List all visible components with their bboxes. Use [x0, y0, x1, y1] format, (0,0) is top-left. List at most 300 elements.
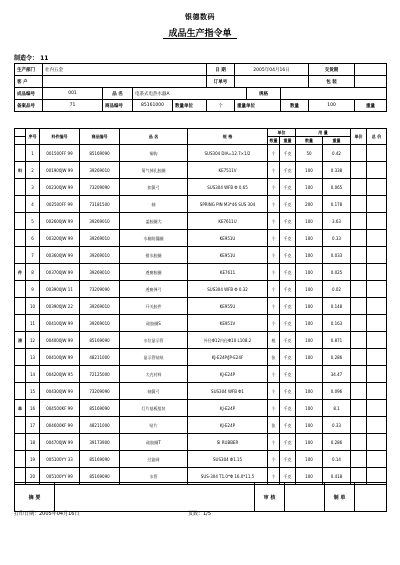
table-row	[15, 400, 387, 417]
row-goods-no: 85169090	[80, 145, 120, 162]
row-goods-no: 73209090	[80, 383, 120, 400]
qty-unit-value: 个	[207, 100, 235, 112]
row-material-no: 005100YY 99	[40, 468, 80, 485]
table-row	[15, 145, 387, 162]
table-row	[15, 230, 387, 247]
table-row	[15, 179, 387, 196]
row-unit-weight: 千克	[280, 162, 296, 179]
row-material-no: 004600KF 99	[40, 417, 80, 434]
row-unit-weight: 千克	[280, 298, 296, 315]
row-name: 扣簧弓	[120, 179, 188, 196]
col-usage-qty: 数量	[296, 137, 323, 145]
row-name: 水位显示管	[120, 332, 188, 349]
row-usage-qty: 100	[296, 264, 323, 281]
row-name: 排水胶圈	[120, 247, 188, 264]
row-price	[351, 281, 367, 298]
row-usage-qty	[296, 366, 323, 383]
side-label: 件	[15, 264, 26, 281]
table-row	[15, 196, 387, 213]
product-no-value: 001	[43, 88, 103, 100]
row-name: 硅胶圈T	[120, 434, 188, 451]
row-unit-weight: 千克	[280, 332, 296, 349]
side-cell	[15, 366, 26, 383]
footer-table	[14, 482, 387, 512]
row-material-no: 001900JW 99	[40, 162, 80, 179]
row-unit-weight: 千克	[280, 417, 296, 434]
row-seq: 3	[26, 179, 40, 196]
table-row	[15, 451, 387, 468]
row-price	[351, 451, 367, 468]
row-unit-weight: 千克	[280, 468, 296, 485]
row-name: 轴	[120, 196, 188, 213]
row-spec: KE7511V	[188, 162, 268, 179]
row-usage-qty: 100	[296, 213, 323, 230]
table-row	[15, 366, 387, 383]
row-spec: KJ-E24P	[188, 366, 268, 383]
row-unit-qty: 个	[268, 315, 280, 332]
row-total	[367, 264, 387, 281]
row-goods-no: 85169090	[80, 400, 120, 417]
row-name: 大壳衬料	[120, 366, 188, 383]
row-spec: KJ-E24P	[188, 417, 268, 434]
row-total	[367, 332, 387, 349]
row-name: 轴簧弓	[120, 383, 188, 400]
qty-value: 100	[309, 100, 355, 112]
row-goods-no: 73209090	[80, 281, 120, 298]
row-price	[351, 315, 367, 332]
col-name: 品 名	[120, 129, 188, 145]
row-total	[367, 179, 387, 196]
customer-label: 客 户	[15, 76, 43, 88]
row-spec: SUS304 WFB Φ1	[188, 383, 268, 400]
row-unit-weight: 千克	[280, 213, 296, 230]
row-price	[351, 247, 367, 264]
weight-label: 重量	[355, 100, 387, 112]
side-header-spacer-2	[15, 137, 26, 145]
col-total: 总 价	[367, 129, 387, 145]
row-seq: 14	[26, 366, 40, 383]
row-seq: 18	[26, 434, 40, 451]
part-no-label: 备案品号	[15, 100, 43, 112]
table-row	[15, 247, 387, 264]
row-seq: 10	[26, 298, 40, 315]
row-price	[351, 400, 367, 417]
row-name: 透窗弹弓	[120, 281, 188, 298]
row-usage-qty: 100	[296, 332, 323, 349]
row-goods-no: 39269010	[80, 162, 120, 179]
row-total	[367, 434, 387, 451]
side-cell	[15, 145, 26, 162]
maker-label: 制 单	[325, 483, 355, 512]
row-unit-qty: 个	[268, 383, 280, 400]
row-unit-qty: 个	[268, 468, 280, 485]
goods-no-label: 商品编号	[103, 100, 133, 112]
page-number: 页数：1/5	[188, 511, 212, 517]
row-material-no: 003700JW 99	[40, 264, 80, 281]
table-row	[15, 315, 387, 332]
table-row	[15, 434, 387, 451]
row-unit-weight: 千克	[280, 281, 296, 298]
row-unit-qty: 根	[268, 332, 280, 349]
row-unit-qty: 个	[268, 145, 280, 162]
row-spec: KJ-E24P	[188, 400, 268, 417]
row-unit-weight: 千克	[280, 349, 296, 366]
row-goods-no: 48211000	[80, 417, 120, 434]
row-seq: 17	[26, 417, 40, 434]
side-label: 单	[15, 400, 26, 417]
spec-value	[281, 88, 387, 100]
row-name: 过滤网	[120, 451, 188, 468]
table-row	[15, 213, 387, 230]
part-no-value: 71	[43, 100, 103, 112]
row-material-no: 004200JW 95	[40, 366, 80, 383]
side-cell	[15, 196, 26, 213]
goods-no-value: 85161000	[133, 100, 173, 112]
row-total	[367, 366, 387, 383]
col-unit: 单位	[268, 129, 296, 137]
row-unit-qty: 个	[268, 264, 280, 281]
row-usage-qty: 100	[296, 417, 323, 434]
side-cell	[15, 179, 26, 196]
row-usage-weight: 0.33	[323, 230, 351, 247]
company-name: 银德数码	[185, 12, 215, 21]
row-unit-qty: 个	[268, 434, 280, 451]
table-row	[15, 162, 387, 179]
row-seq: 5	[26, 213, 40, 230]
row-seq: 9	[26, 281, 40, 298]
row-spec: SUS-304 T1.0*Φ 16.0*11.5	[188, 468, 268, 485]
row-usage-weight: 0.33	[323, 417, 351, 434]
row-price	[351, 230, 367, 247]
row-total	[367, 145, 387, 162]
row-spec: KE951V	[188, 315, 268, 332]
row-spec: SUS304 Φ1.15	[188, 451, 268, 468]
table-row	[15, 383, 387, 400]
row-price	[351, 162, 367, 179]
row-unit-qty: 个	[268, 196, 280, 213]
row-price	[351, 298, 367, 315]
row-usage-weight: 0.418	[323, 468, 351, 485]
row-spec: KE7611U	[188, 213, 268, 230]
qty-unit-label: 数量单位	[173, 100, 207, 112]
row-unit-weight: 千克	[280, 315, 296, 332]
ship-value	[355, 64, 387, 76]
table-row	[15, 298, 387, 315]
row-usage-weight: 0.338	[323, 162, 351, 179]
row-unit-qty: 个	[268, 400, 280, 417]
side-cell	[15, 281, 26, 298]
row-usage-qty: 100	[296, 400, 323, 417]
row-goods-no: 39269010	[80, 264, 120, 281]
side-header-spacer	[15, 129, 26, 137]
row-name: 菊气掉孔胶圈	[120, 162, 188, 179]
row-unit-qty: 个	[268, 451, 280, 468]
row-total	[367, 230, 387, 247]
row-goods-no: 85169090	[80, 451, 120, 468]
row-total	[367, 451, 387, 468]
side-cell	[15, 230, 26, 247]
row-seq: 11	[26, 315, 40, 332]
col-spec: 规 格	[188, 129, 268, 145]
row-spec: KE7611	[188, 264, 268, 281]
summary-label: 摘 要	[15, 483, 55, 512]
row-usage-qty: 100	[296, 281, 323, 298]
row-spec: SUS304 DIA=12.7×1/2	[188, 145, 268, 162]
dept-value: 社内五金	[43, 64, 207, 76]
row-usage-weight: 0.02	[323, 281, 351, 298]
row-total	[367, 247, 387, 264]
row-goods-no: 72125000	[80, 366, 120, 383]
row-price	[351, 434, 367, 451]
side-cell	[15, 434, 26, 451]
table-row	[15, 332, 387, 349]
row-name: 硅胶圈S	[120, 315, 188, 332]
row-unit-qty: 个	[268, 247, 280, 264]
row-total	[367, 196, 387, 213]
row-spec: 外径Φ12内径Φ10 L108.2	[188, 332, 268, 349]
row-material-no: 003900JW 11	[40, 281, 80, 298]
order-number-line	[14, 53, 48, 62]
row-unit-qty: 个	[268, 366, 280, 383]
row-goods-no: 39269010	[80, 230, 120, 247]
row-price	[351, 179, 367, 196]
customer-value	[43, 76, 207, 88]
row-spec: KE955U	[188, 298, 268, 315]
row-usage-qty: 100	[296, 468, 323, 485]
row-material-no: 005100YY 33	[40, 451, 80, 468]
row-spec: KE951U	[188, 247, 268, 264]
row-spec: SUS304 WFB Φ 0.65	[188, 179, 268, 196]
table-row	[15, 417, 387, 434]
row-material-no: 002300JW 99	[40, 179, 80, 196]
row-usage-qty: 100	[296, 247, 323, 264]
dept-label: 生产部门	[15, 64, 43, 76]
row-spec: SI RUBBER	[188, 434, 268, 451]
date-label: 日 期	[207, 64, 235, 76]
row-name: 显示管贴纸	[120, 349, 188, 366]
row-unit-qty: 个	[268, 230, 280, 247]
row-total	[367, 417, 387, 434]
row-unit-qty: 张	[268, 417, 280, 434]
row-price	[351, 264, 367, 281]
name-value: 电茶式电热水器A	[133, 88, 247, 100]
row-total	[367, 213, 387, 230]
row-unit-qty: 个	[268, 179, 280, 196]
row-usage-qty: 50	[296, 145, 323, 162]
name-label: 品 名	[103, 88, 133, 100]
spec-label: 规格	[247, 88, 281, 100]
packing-value	[355, 76, 387, 88]
order-no-value	[235, 76, 309, 88]
row-unit-weight: 千克	[280, 196, 296, 213]
items-body	[15, 145, 387, 485]
row-price	[351, 417, 367, 434]
row-seq: 8	[26, 264, 40, 281]
row-goods-no: 39173900	[80, 434, 120, 451]
col-usage-weight: 重量	[323, 137, 351, 145]
row-usage-weight: 8.1	[323, 400, 351, 417]
row-material-no: 004500KF 99	[40, 400, 80, 417]
title-underline	[163, 38, 237, 39]
row-material-no: 002600JW 99	[40, 213, 80, 230]
row-usage-qty: 100	[296, 179, 323, 196]
side-cell	[15, 383, 26, 400]
side-cell	[15, 315, 26, 332]
row-usage-weight: 0.14	[323, 451, 351, 468]
row-unit-qty: 个	[268, 162, 280, 179]
row-price	[351, 196, 367, 213]
row-goods-no: 39269010	[80, 213, 120, 230]
row-spec: SUS304 WFB Φ 0.32	[188, 281, 268, 298]
footer-row	[15, 483, 387, 512]
row-total	[367, 281, 387, 298]
review-label: 审 核	[255, 483, 285, 512]
row-usage-weight: 0.148	[323, 298, 351, 315]
row-usage-qty: 100	[296, 230, 323, 247]
row-total	[367, 162, 387, 179]
row-goods-no: 73209090	[80, 179, 120, 196]
row-usage-qty: 100	[296, 451, 323, 468]
packing-label: 包 装	[309, 76, 355, 88]
row-unit-weight: 千克	[280, 145, 296, 162]
row-usage-qty: 100	[296, 315, 323, 332]
row-material-no: 004100JW 99	[40, 315, 80, 332]
row-price	[351, 145, 367, 162]
row-material-no: 004000JW 99	[40, 332, 80, 349]
row-total	[367, 400, 387, 417]
row-price	[351, 366, 367, 383]
row-price	[351, 332, 367, 349]
side-label: 清	[15, 332, 26, 349]
row-spec: KE951U	[188, 230, 268, 247]
header-row-1	[15, 64, 387, 76]
col-price: 单价	[351, 129, 367, 145]
side-label: 料	[15, 162, 26, 179]
side-cell	[15, 451, 26, 468]
row-unit-weight: 千克	[280, 451, 296, 468]
row-unit-weight: 千克	[280, 179, 296, 196]
col-seq: 序号	[26, 129, 40, 145]
col-goods-no: 商品编号	[80, 129, 120, 145]
row-seq: 19	[26, 451, 40, 468]
row-usage-weight: 0.286	[323, 434, 351, 451]
row-material-no: 002500FF 99	[40, 196, 80, 213]
row-unit-weight: 千克	[280, 366, 296, 383]
document-title: 成品生产指令单	[168, 29, 232, 39]
review-value	[285, 483, 325, 512]
row-usage-qty: 100	[296, 162, 323, 179]
row-unit-weight: 千克	[280, 383, 296, 400]
row-name: 贴片	[120, 417, 188, 434]
row-usage-weight: 0.163	[323, 315, 351, 332]
col-usage: 用 量	[296, 129, 351, 137]
row-spec: KJ-E24P/JP-E24F	[188, 349, 268, 366]
row-name: 铜钩	[120, 145, 188, 162]
ship-label: 交货期	[309, 64, 355, 76]
row-unit-qty: 个	[268, 213, 280, 230]
row-usage-weight: 0.42	[323, 145, 351, 162]
side-cell	[15, 298, 26, 315]
qty-label: 数量	[281, 100, 309, 112]
header-row-4	[15, 100, 387, 112]
col-unit-weight: 重量	[280, 137, 296, 145]
row-seq: 16	[26, 400, 40, 417]
row-usage-qty: 100	[296, 349, 323, 366]
row-price	[351, 383, 367, 400]
order-number: 11	[40, 55, 49, 62]
row-seq: 6	[26, 230, 40, 247]
row-seq: 7	[26, 247, 40, 264]
row-unit-weight: 千克	[280, 230, 296, 247]
row-usage-weight: 0.096	[323, 383, 351, 400]
row-unit-qty: 张	[268, 349, 280, 366]
maker-value	[355, 483, 387, 512]
row-material-no: 004700JW 99	[40, 434, 80, 451]
row-price	[351, 213, 367, 230]
row-total	[367, 315, 387, 332]
side-cell	[15, 349, 26, 366]
row-name: 灯片基板组装	[120, 400, 188, 417]
row-unit-qty: 个	[268, 298, 280, 315]
print-date: 打印日期：2005年04月16日	[14, 511, 80, 517]
product-no-label: 成品编号	[15, 88, 43, 100]
side-cell	[15, 247, 26, 264]
row-goods-no: 48211000	[80, 349, 120, 366]
row-usage-weight: 0.065	[323, 179, 351, 196]
row-goods-no: 39269010	[80, 298, 120, 315]
row-material-no: 004100JW 99	[40, 349, 80, 366]
row-usage-qty: 100	[296, 383, 323, 400]
row-unit-weight: 千克	[280, 264, 296, 281]
row-material-no: 003900JW 22	[40, 298, 80, 315]
table-row	[15, 349, 387, 366]
row-usage-weight: 0.286	[323, 349, 351, 366]
row-usage-weight: 34.47	[323, 366, 351, 383]
row-seq: 15	[26, 383, 40, 400]
row-name: 开关胶件	[120, 298, 188, 315]
side-cell	[15, 213, 26, 230]
row-total	[367, 349, 387, 366]
row-seq: 13	[26, 349, 40, 366]
row-goods-no: 73181500	[80, 196, 120, 213]
row-name: 水管	[120, 468, 188, 485]
row-price	[351, 349, 367, 366]
header-row-2	[15, 76, 387, 88]
side-cell	[15, 417, 26, 434]
summary-value	[55, 483, 255, 512]
row-unit-weight: 千克	[280, 434, 296, 451]
row-seq: 12	[26, 332, 40, 349]
row-goods-no: 39269010	[80, 315, 120, 332]
order-label: 制造令：	[14, 55, 39, 62]
items-table	[14, 128, 387, 485]
row-seq: 4	[26, 196, 40, 213]
row-usage-weight: 0.178	[323, 196, 351, 213]
row-usage-weight: 3.63	[323, 213, 351, 230]
col-material-no: 料件编号	[40, 129, 80, 145]
row-usage-weight: 0.025	[323, 264, 351, 281]
items-header-row-1	[15, 129, 387, 137]
row-total	[367, 298, 387, 315]
row-unit-weight: 千克	[280, 400, 296, 417]
row-material-no: 001500FF 99	[40, 145, 80, 162]
table-row	[15, 281, 387, 298]
header-row-3	[15, 88, 387, 100]
row-spec: SPRING PIN M3*46 SUS 304	[188, 196, 268, 213]
header-table	[14, 63, 387, 112]
row-material-no: 004300JW 99	[40, 383, 80, 400]
row-usage-qty: 100	[296, 298, 323, 315]
